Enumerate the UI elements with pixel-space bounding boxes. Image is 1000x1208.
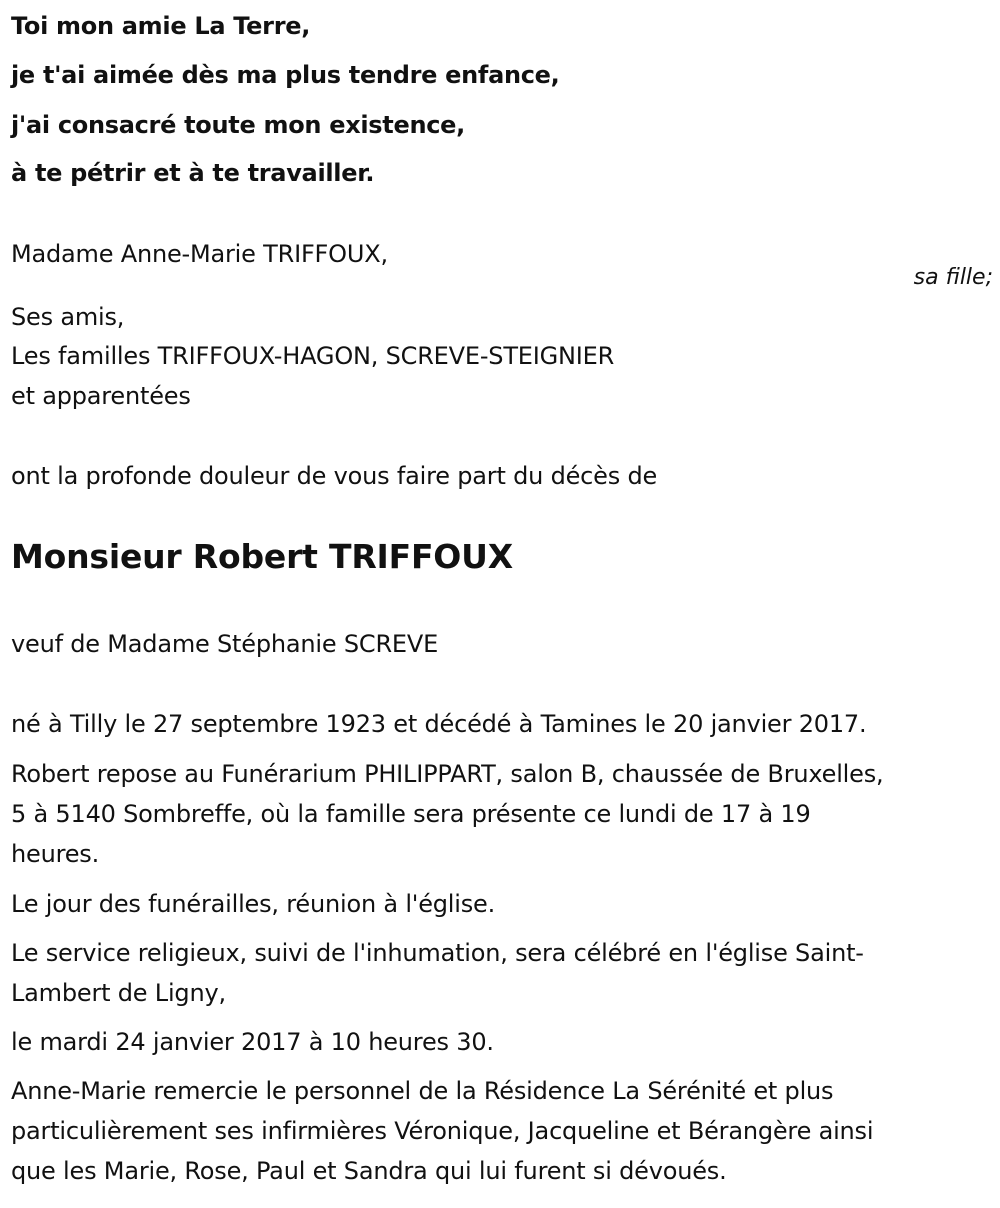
birth-death: né à Tilly le 27 septembre 1923 et décédé à Tamines le 20 janvier 2017. [11,710,867,738]
deceased-name: Monsieur Robert TRIFFOUX [11,537,513,576]
poem-line: je t'ai aimée dès ma plus tendre enfance, [11,61,560,89]
widower-of: veuf de Madame Stéphanie SCREVE [11,630,439,658]
repose-line: Robert repose au Funérarium PHILIPPART, salon B, chaussée de Bruxelles, [11,760,884,788]
obituary-notice [11,0,993,1208]
meeting: Le jour des funérailles, réunion à l'église. [11,890,496,918]
mourners-line: et apparentées [11,382,191,410]
announcement: ont la profonde douleur de vous faire part du décès de [11,462,658,490]
service-date: le mardi 24 janvier 2017 à 10 heures 30. [11,1028,494,1056]
daughter-name: Madame Anne-Marie TRIFFOUX, [11,240,388,268]
poem-line: j'ai consacré toute mon existence, [11,111,465,139]
mourners-line: Ses amis, [11,303,125,331]
mourners-line: Les familles TRIFFOUX-HAGON, SCREVE-STEIGNIER [11,342,615,370]
thanks-line: particulièrement ses infirmières Véronique, Jacqueline et Bérangère ainsi [11,1117,874,1145]
repose-line: heures. [11,840,100,868]
thanks-line: Anne-Marie remercie le personnel de la Résidence La Sérénité et plus [11,1077,834,1105]
poem-line: à te pétrir et à te travailler. [11,159,375,187]
daughter-relation: sa fille; [913,265,993,290]
thanks-line: que les Marie, Rose, Paul et Sandra qui lui furent si dévoués. [11,1157,727,1185]
repose-line: 5 à 5140 Sombreffe, où la famille sera présente ce lundi de 17 à 19 [11,800,811,828]
service-line: Le service religieux, suivi de l'inhumation, sera célébré en l'église Saint- [11,939,864,967]
poem-line: Toi mon amie La Terre, [11,12,311,40]
service-line: Lambert de Ligny, [11,979,226,1007]
